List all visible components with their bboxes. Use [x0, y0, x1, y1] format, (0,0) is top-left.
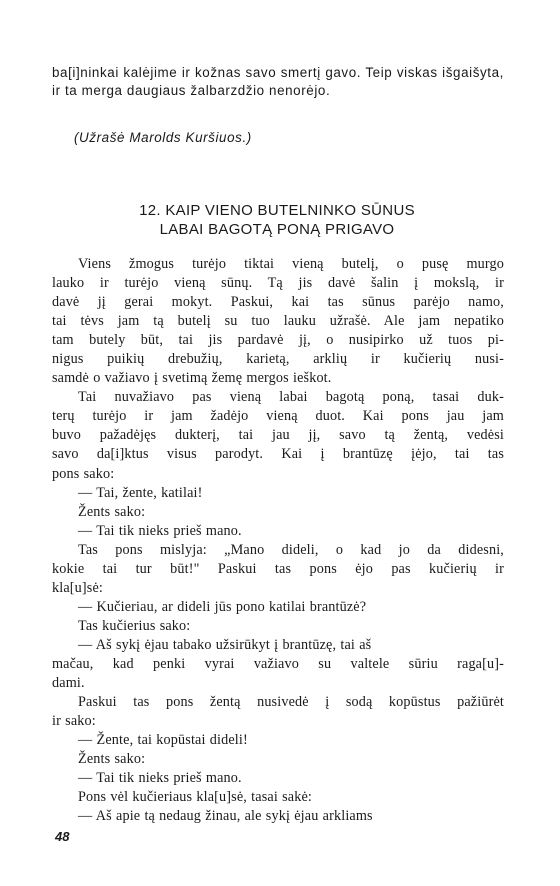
story-title: [52, 201, 502, 239]
page-number: 48: [55, 829, 70, 844]
text-line: davė jį gerai mokyt. Paskui, kai tas sūnus parėjo namo,: [52, 294, 504, 311]
text-line: Žents sako:: [78, 503, 146, 520]
text-line: — Tai tik nieks prieš mano.: [78, 770, 242, 787]
source-note: (Užrašė Marolds Kuršiuos.): [74, 130, 252, 145]
text-line: tam butely būt, tai jis pardavė jį, o nusipirko už tuos pi-: [52, 332, 504, 349]
text-line: tai tėvs jam tą butelį su tuo lauku užrašė. Ale jam nepatiko: [52, 313, 504, 330]
text-line: Paskui tas pons žentą nusivedė į sodą kopūstus pažiūrėt: [78, 694, 504, 711]
text-line: nigus puikių drebužių, karietą, arklių ir kučierių nusi-: [52, 351, 504, 368]
story-body: [52, 255, 504, 826]
text-line: mačau, kad penki vyrai važiavo su valtele sūriu raga[u]-: [52, 655, 504, 672]
text-line: ir sako:: [52, 713, 96, 730]
text-line: Tai nuvažiavo pas vieną labai bagotą poną, tasai duk-: [78, 389, 504, 406]
text-line: Viens žmogus turėjo tiktai vieną butelį, o pusę murgo: [78, 256, 504, 272]
text-line: Žents sako:: [78, 751, 146, 768]
text-line: — Tai, žente, katilai!: [78, 484, 203, 501]
text-line: dami.: [52, 675, 85, 692]
text-line: — Aš sykį ėjau tabako užsirūkyt į brantūzę, tai aš: [78, 636, 372, 653]
text-line: kla[u]sė:: [52, 579, 103, 596]
text-line: pons sako:: [52, 465, 115, 482]
text-line: Tas pons mislyja: „Mano dideli, o kad jo da didesni,: [78, 541, 504, 558]
text-line: — Žente, tai kopūstai dideli!: [78, 732, 248, 749]
text-line: — Kučieriau, ar dideli jūs pono katilai brantūzė?: [78, 598, 367, 615]
intro-paragraph: ba[i]ninkai kalėjime ir kožnas savo smertį gavo. Teip viskas išgaišyta, ir ta merga daugiaus žalbarzdžio nenorėjo.: [52, 65, 504, 99]
text-line: buvo pažadėjęs dukterį, tai jau jį, savo tą žentą, vedėsi: [52, 427, 504, 444]
text-line: samdė o važiavo į svetimą žemę mergos ieškot.: [52, 370, 332, 387]
text-line: terų turėjo ir jam žadėjo vieną duot. Kai pons jau jam: [52, 408, 504, 425]
text-line: savo da[i]ktus visus parodyt. Kai į brantūzę įėjo, tai tas: [52, 446, 504, 463]
text-line: — Aš apie tą nedaug žinau, ale sykį ėjau arkliams: [78, 808, 373, 825]
text-line: lauko ir turėjo vieną sūnų. Tą jis davė šalin į mokslą, ir: [52, 275, 504, 292]
text-line: Pons vėl kučieriaus kla[u]sė, tasai sakė:: [78, 789, 313, 806]
story-title-line: LABAI BAGOTĄ PONĄ PRIGAVO: [159, 221, 395, 238]
text-line: kokie tai tur būt!" Paskui tas pons ėjo pas kučierių ir: [52, 560, 504, 577]
story-title-line: 12. KAIP VIENO BUTELNINKO SŪNUS: [139, 202, 415, 219]
text-line: Tas kučierius sako:: [78, 617, 191, 634]
text-line: — Tai tik nieks prieš mano.: [78, 522, 242, 539]
